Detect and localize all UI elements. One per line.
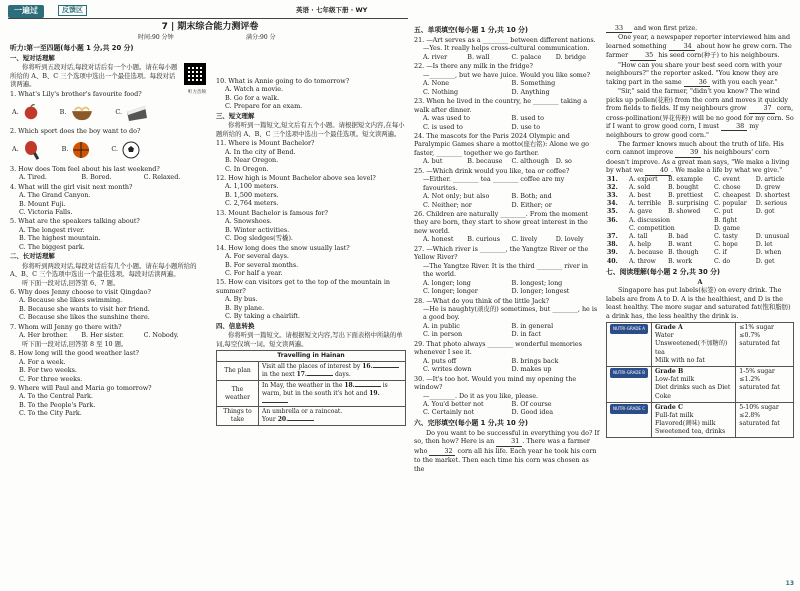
question-28: 28. —What do you think of the little Jack? —He is naughty(顽皮的) sometimes, but ________, he is a good boy. A. in public B. in general C. in person D. in fact: [414, 296, 598, 339]
question-3: 3. How does Tom feel about his last weekend? A. Tired. B. Bored. C. Relaxed.: [10, 164, 181, 182]
table-row: The weather In May, the weather in the 18. is warm, but in the south it's hot and 19.: [217, 380, 406, 407]
question-15: 15. How can visitors get to the top of the mountain in summer? A. By bus. B. By plane. C. By taking a chairlift.: [216, 278, 390, 321]
column-4: 33 and won first prize. One year, a newspaper reporter interviewed him and learned something 34 about how he grew corn. The farmer 35 his seed corn(种子) to his neighbours. "How can you share your best seed corn with your neighbours?" the reporter asked. "You know they are taking part in the same 36 with you each year." "Sir," said the farmer, "didn't you know? The wind picks up pollen(花粉) from the corn and moves it quickly from fields to fields. If my neighbours grow 37 corn, cross-pollination(异花传粉) will be no good for my corn. So if I want to grow good corn, I must 38 my neighbours to grow good corn." The farmer knows much about the truth of life. His corn cannot improve 39 his neighbours' corn doesn't improve. As a great man says, "We make a living by what we 40 . We make a life by what we give." 31. A. expert B. example C. event D. article 32. A. sold B. bought C. chose D. grew 33. A. best B. prettiest C. cheapest D. shortest 34. A. terrible B. surprising C. popular D. serious 35. A. gave B. showed C. put D. got 36. A. discussion B. fight C. competition D. game 37. A. tall B. bad C. tasty D. unusual 38. A. help B. want C. hope D. let 39. A. because B. though C. if D. when 40. A. throw B. work C. do D. get 七、阅读理解(每小题 2 分,共 30 分) A Singapore has put labels(标签) on every drink. The labels are from A to D. A is the healthiest, and D is the least healthy. The more sugar and saturated fat(饱和脂肪) a drink has, the less healthy the drink is. NUTRI-GRADE A Grade A Water Unsweetened(不加糖的) tea Milk with no fat ≤1% sugar ≤0.7% saturated fat NUTRI-GRADE B Grade B Low-fat milk Diet drinks such as Diet Coke 1-5% sugar ≤1.2% saturated fat NUTRI-GRADE C Grade C Full-fat milk Flavored(调味) milk Sweetened tea, drinks 5-10% sugar ≤2.8% saturated fat: [606, 24, 794, 438]
question-2: 2. Which sport does the boy want to do? A. B. C.: [10, 127, 206, 163]
basketball-icon: [71, 140, 91, 160]
question-7: 7. Whom will Jenny go there with? A. Her brother. B. Her sister. C. Nobody.: [10, 322, 179, 340]
answer-blank-17[interactable]: [307, 375, 333, 376]
page-header: [0, 0, 800, 22]
section-2-note-2: 听下面一段对话,回答第 8 至 10 题。: [22, 339, 128, 348]
page-number: 13: [785, 580, 794, 588]
question-23: 23. When he lived in the country, he ________ taking a walk after dinner. A. was used to B. used to C. is used to D. use to: [414, 97, 587, 131]
question-29: 29. That photo always ________ wonderful memories whenever I see it. A. puts off B. brings back C. writes down D. makes up: [414, 339, 582, 374]
noodles-icon: [69, 103, 95, 121]
question-8: 8. How long will the good weather last? A. For a week. B. For two weeks. C. For three weeks.: [10, 349, 139, 383]
reading-heading: 七、阅读理解(每小题 2 分,共 30 分): [606, 267, 721, 276]
cloze-blank-31[interactable]: 31: [496, 437, 522, 446]
section-2-heading: 二、长对话理解: [10, 252, 55, 261]
section-2-note-1: 听下面一段对话,回答第 6、7 题。: [22, 278, 120, 287]
question-26: 26. Children are naturally ________. From the moment they are born, they start to show great interest in the new world. A. honest B. curious C. lively D. lovely: [414, 210, 589, 244]
question-22: 22. —Is there any milk in the fridge? —________, but we have juice. Would you like some? A. None B. Something C. Nothing D. Anything: [414, 62, 591, 96]
info-table: [216, 350, 406, 426]
cloze-passage-start: Do you want to be successful in everything you do? If so, then how? Here is an 31 . There was a farmer who 32 corn all his life. Each year he took his corn to the market. Then each time his corn was chosen as the: [414, 428, 600, 473]
table-row: 33. A. best B. prettiest C. cheapest D. shortest: [607, 192, 791, 200]
tennis-racket-icon: [22, 140, 42, 160]
section-4-instruction: 你将听到一篇短文。请根据短文内容,写出下面表格中所缺的单词,每空仅填一词。短文读两遍。: [216, 331, 403, 348]
question-6: 6. Why does Jenny choose to visit Qingdao? A. Because she likes swimming. B. Because she wants to visit her friend. C. Because she likes the sunshine there.: [10, 288, 151, 322]
question-4: 4. What will the girl visit next month? A. The Grand Canyon. B. Mount Fuji. C. Victoria Falls.: [10, 182, 133, 216]
qr-code-icon[interactable]: [184, 63, 206, 85]
column-2: [216, 76, 406, 426]
cloze-options-table: [606, 176, 794, 266]
cloze-blank-39[interactable]: 39: [675, 148, 701, 157]
nutri-grade-table: [606, 322, 794, 438]
table-row: 36. A. discussion B. fight: [607, 216, 738, 224]
table-row: NUTRI-GRADE A Grade A Water Unsweetened(不加糖的) tea Milk with no fat ≤1% sugar ≤0.7% saturated fat: [607, 323, 794, 367]
table-row: 32. A. sold B. bought C. chose D. grew: [607, 183, 781, 191]
section-3-instruction: 你将听到一篇短文,短文后有五个小题。请根据短文内容,在每小题所给的 A、B、C 三个选项中选出一个最佳选项。短文读两遍。: [216, 121, 405, 138]
section-1-instruction: 你将听到五段对话,每段对话后有一个小题。请在每小题所给的 A、B、C 三个选项中选出一个最佳选项。每段对话读两遍。: [10, 63, 178, 89]
nutri-grade-c-icon: NUTRI-GRADE C: [610, 404, 648, 414]
page-title: 7 | 期末综合能力测评卷: [161, 22, 259, 32]
answer-blank-16[interactable]: [373, 367, 399, 368]
column-1: [10, 42, 206, 418]
table-row: 39. A. because B. though C. if D. when: [607, 249, 782, 257]
section-2-instruction: 你将听到两段对话,每段对话后有几个小题。请在每小题所给的 A、B、C 三个选项中选出一个最佳选项。每段对话读两遍。: [10, 261, 197, 279]
question-14: 14. How long does the snow usually last? A. For several days. B. For several months. C. For half a year.: [216, 243, 350, 277]
question-10: 10. What is Annie going to do tomorrow? A. Watch a movie. B. Go for a walk. C. Prepare for an exam.: [216, 77, 350, 111]
question-11: 11. Where is Mount Bachelor? A. In the city of Bend. B. Near Oregon. C. In Oregon.: [216, 139, 315, 173]
reading-part-label: A: [697, 277, 703, 286]
question-12: 12. How high is Mount Bachelor above sea level? A. 1,100 meters. B. 1,500 meters. C. 2,764 meters.: [216, 173, 376, 208]
single-choice-heading: 五、单项填空(每小题 1 分,共 10 分): [414, 26, 529, 34]
qr-caption: 听力音频: [187, 89, 206, 95]
question-5: 5. What are the speakers talking about? A. The longest river. B. The highest mountain. C. The biggest park.: [10, 217, 140, 251]
nutri-grade-a-icon: NUTRI-GRADE A: [610, 324, 648, 334]
listening-heading: 听力:第一至四题(每小题 1 分,共 20 分): [10, 44, 134, 52]
table-row: 35. A. gave B. showed C. put D. got: [607, 208, 775, 216]
header-rule: [8, 18, 408, 19]
table-row: C. competition D. game: [629, 224, 740, 232]
cloze-blank-40[interactable]: 40: [645, 166, 671, 175]
table-row: The plan Visit all the places of interest by 16. in the next 17. days.: [217, 361, 406, 380]
nutri-grade-b-icon: NUTRI-GRADE B: [610, 368, 648, 378]
cloze-heading: 六、完形填空(每小题 1 分,共 10 分): [414, 418, 529, 427]
brand-logo: 一遍过: [8, 5, 44, 18]
column-3: [414, 24, 600, 473]
question-9: 9. Where will Paul and Maria go tomorrow? A. To the Central Park. B. To the People's Park. C. To the City Park.: [10, 384, 152, 418]
cloze-blank-37[interactable]: 37: [749, 104, 775, 113]
reading-intro: Singapore has put labels(标签) on every drink. The labels are from A to D. A is the healthiest, and D is the least healthy. The more sugar and saturated fat(饱和脂肪) a drink has, the less healthy the drink is.: [606, 286, 791, 320]
table-row: Things to take An umbrella or a raincoat. Your 20.: [217, 407, 406, 426]
section-1-heading: 一、短对话理解: [10, 53, 55, 62]
cloze-blank-33[interactable]: 33: [606, 24, 632, 33]
apple-icon: [22, 103, 40, 121]
full-score: 满分:90 分: [246, 34, 276, 41]
question-27: 27. —Which river is ________, the Yangtze River or the Yellow River? —The Yangtze River. It is the third ________ river in the world. A. longer; long B. longest; long C. longer; longer D. longer; longest: [414, 244, 589, 296]
subject-label: 英语 · 七年级下册 · WY: [296, 6, 368, 14]
cloze-blank-36[interactable]: 36: [684, 78, 710, 87]
question-30: 30. —It's too hot. Would you mind my opening the window? —________. Do it as you like, please. A. You'd better not B. Of course C. Certainly not D. Good idea: [414, 374, 577, 417]
table-row: NUTRI-GRADE C Grade C Full-fat milk Flavored(调味) milk Sweetened tea, drinks 5-10% sugar ≤2.8% saturated fat: [607, 402, 794, 438]
question-25: 25. —Which drink would you like, tea or coffee? —Either. ________ tea ________ coffee are my favourites. A. Not only; but also B. Both; and C. Neither; nor D. Either; or: [414, 166, 570, 209]
table-row: NUTRI-GRADE B Grade B Low-fat milk Diet drinks such as Diet Coke 1-5% sugar ≤1.2% saturated fat: [607, 366, 794, 402]
cloze-blank-35[interactable]: 35: [630, 51, 656, 60]
feedback-tag: 反馈区: [58, 5, 87, 16]
question-24: 24. The mascots for the Paris 2024 Olympic and Paralympic Games share a motto(座右铭): Alone we go faster, ________ together we go farther. A. but B. because C. although D. so: [414, 131, 590, 166]
table-row: 40. A. throw B. work C. do D. get: [607, 257, 775, 265]
table-row: 38. A. help B. want C. hope D. let: [607, 241, 773, 249]
question-21: 21. —Art serves as a ________ between different nations. —Yes. It really helps cross-cultural communication. A. river B. wall C. palace D. bridge: [414, 35, 596, 61]
table-row: 34. A. terrible B. surprising C. popular D. serious: [607, 200, 788, 208]
time-limit: 时间:90 分钟: [138, 34, 174, 41]
table-row: 37. A. tall B. bad C. tasty D. unusual: [607, 233, 790, 241]
info-table-title: Travelling in Hainan: [217, 351, 406, 362]
table-row: 31. A. expert B. example C. event D. article: [607, 175, 785, 183]
question-13: 13. Mount Bachelor is famous for? A. Snowshoes. B. Winter activities. C. Dog sledges(雪橇).: [216, 208, 328, 243]
cloze-blank-32[interactable]: 32: [429, 447, 455, 456]
cloze-blank-34[interactable]: 34: [669, 42, 695, 51]
cloze-blank-38[interactable]: 38: [721, 122, 747, 131]
cloze-passage: 33 and won first prize.: [606, 24, 794, 33]
question-1: 1. What's Lily's brother's favourite food? A. B. C.: [10, 90, 206, 126]
section-3-heading: 三、短文理解: [216, 111, 255, 120]
football-icon: [121, 140, 141, 160]
cake-icon: [125, 102, 149, 122]
answer-blank-18[interactable]: [355, 386, 381, 387]
section-4-heading: 四、信息转换: [216, 321, 255, 330]
answer-blank-19[interactable]: [262, 402, 288, 403]
answer-blank-20[interactable]: [288, 420, 314, 421]
